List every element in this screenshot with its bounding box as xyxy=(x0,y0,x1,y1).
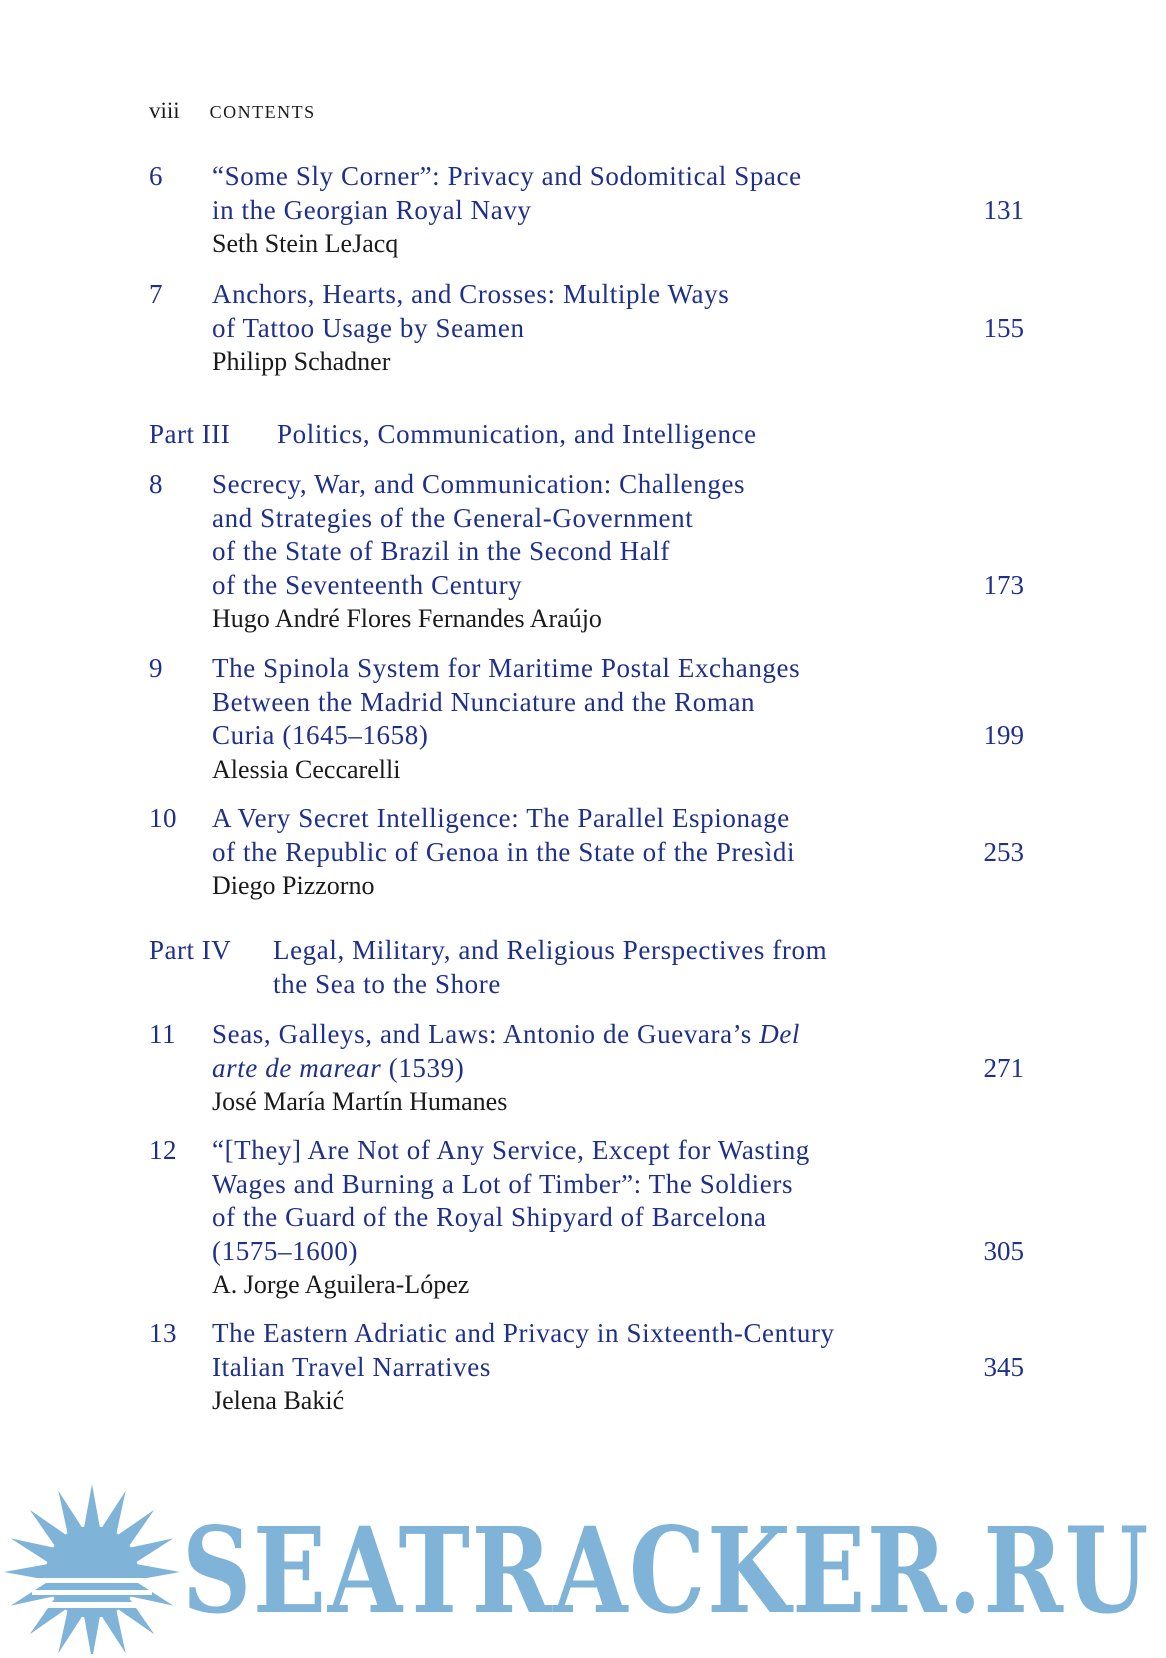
chapter-number: 11 xyxy=(149,1019,176,1049)
sun-icon xyxy=(4,1484,180,1654)
title-segment: (1539) xyxy=(388,1052,465,1083)
chapter-author: José María Martín Humanes xyxy=(212,1087,508,1116)
chapter-title-line[interactable]: The Eastern Adriatic and Privacy in Sixteenth-Century xyxy=(212,1318,835,1348)
chapter-author: Jelena Bakić xyxy=(212,1386,345,1415)
chapter-title-line[interactable]: (1575–1600) xyxy=(212,1235,359,1266)
chapter-title-line[interactable] xyxy=(212,1018,972,1052)
chapter-author: Philipp Schadner xyxy=(212,347,391,376)
title-italic-segment: Del xyxy=(759,1019,801,1049)
part-title-line[interactable]: the Sea to the Shore xyxy=(273,968,501,999)
chapter-title-line[interactable]: Secrecy, War, and Communication: Challenges xyxy=(212,469,746,499)
part-label: Part III xyxy=(149,419,231,449)
chapter-number: 10 xyxy=(149,803,177,833)
chapter-page-number[interactable]: 173 xyxy=(983,569,1024,600)
chapter-title-line[interactable]: “[They] Are Not of Any Service, Except for Wasting xyxy=(212,1135,810,1165)
chapter-page-number[interactable]: 345 xyxy=(983,1351,1024,1382)
title-italic-segment: arte de marear xyxy=(212,1052,382,1083)
chapter-page-number[interactable]: 253 xyxy=(983,836,1024,867)
chapter-number: 13 xyxy=(149,1318,177,1348)
chapter-title-line[interactable]: The Spinola System for Maritime Postal Exchanges xyxy=(212,653,801,683)
chapter-page-number[interactable]: 131 xyxy=(983,194,1024,225)
chapter-title-line[interactable]: Italian Travel Narratives xyxy=(212,1351,491,1382)
part-title-line[interactable]: Politics, Communication, and Intelligence xyxy=(277,419,757,449)
part-label: Part IV xyxy=(149,935,232,965)
chapter-title-line[interactable] xyxy=(212,1052,972,1086)
chapter-page-number[interactable]: 155 xyxy=(983,312,1024,343)
chapter-number: 6 xyxy=(149,161,163,191)
chapter-author: Hugo André Flores Fernandes Araújo xyxy=(212,604,602,633)
title-segment: Seas, Galleys, and Laws: Antonio de Guevara’s xyxy=(212,1019,752,1049)
chapter-title-line[interactable]: in the Georgian Royal Navy xyxy=(212,194,532,225)
watermark-graphic xyxy=(0,1480,1166,1654)
chapter-number: 8 xyxy=(149,469,163,499)
running-head-label: CONTENTS xyxy=(209,102,316,122)
chapter-number: 12 xyxy=(149,1135,177,1165)
chapter-page-number[interactable]: 305 xyxy=(983,1235,1024,1266)
watermark xyxy=(0,1480,1166,1654)
part-title-line[interactable]: Legal, Military, and Religious Perspectives from xyxy=(273,935,828,965)
watermark-text: SEATRACKER.RU xyxy=(182,1501,1150,1640)
chapter-title-line[interactable]: of Tattoo Usage by Seamen xyxy=(212,312,525,343)
chapter-title-line[interactable]: and Strategies of the General-Government xyxy=(212,502,694,533)
chapter-author: A. Jorge Aguilera-López xyxy=(212,1270,470,1299)
chapter-title-line[interactable]: A Very Secret Intelligence: The Parallel Espionage xyxy=(212,803,790,833)
page-folio: viii xyxy=(149,98,180,123)
chapter-title-line[interactable]: Anchors, Hearts, and Crosses: Multiple Ways xyxy=(212,279,730,309)
chapter-title-line[interactable]: of the Guard of the Royal Shipyard of Barcelona xyxy=(212,1202,767,1232)
chapter-author: Seth Stein LeJacq xyxy=(212,229,399,258)
chapter-title-line[interactable]: of the Seventeenth Century xyxy=(212,569,523,600)
chapter-title-line[interactable]: Curia (1645–1658) xyxy=(212,720,429,750)
running-head xyxy=(149,98,316,124)
chapter-title-line[interactable]: of the State of Brazil in the Second Half xyxy=(212,536,670,566)
chapter-number: 9 xyxy=(149,653,163,683)
chapter-title-line[interactable]: “Some Sly Corner”: Privacy and Sodomitical Space xyxy=(212,161,802,191)
chapter-title-line[interactable]: Wages and Burning a Lot of Timber”: The Soldiers xyxy=(212,1168,794,1199)
chapter-author: Diego Pizzorno xyxy=(212,871,375,900)
chapter-page-number[interactable]: 199 xyxy=(983,720,1024,750)
chapter-page-number[interactable]: 271 xyxy=(983,1052,1024,1083)
chapter-title-line[interactable]: Between the Madrid Nunciature and the Roman xyxy=(212,686,756,717)
chapter-author: Alessia Ceccarelli xyxy=(212,754,401,784)
chapter-title-line[interactable]: of the Republic of Genoa in the State of the Presìdi xyxy=(212,836,796,867)
chapter-number: 7 xyxy=(149,279,163,309)
